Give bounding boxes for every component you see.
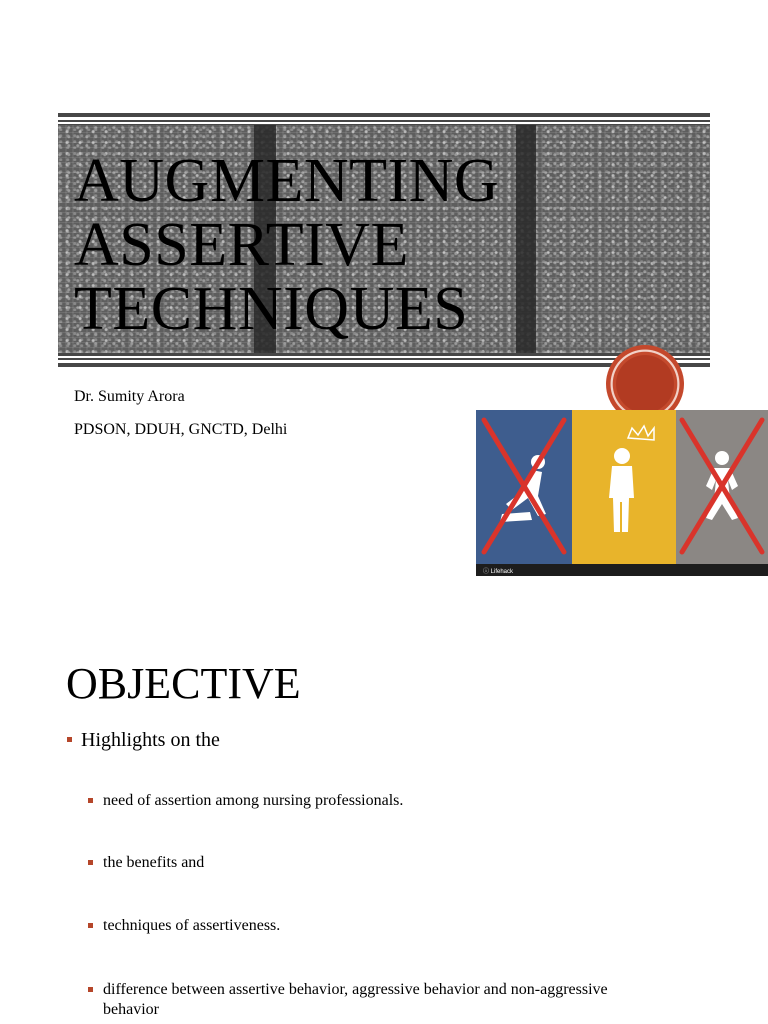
title-line-3: TECHNIQUES bbox=[74, 275, 469, 343]
list-item bbox=[103, 853, 663, 873]
title-line-1: AUGMENTING bbox=[74, 147, 500, 215]
speaker-affiliation: PDSON, DDUH, GNCTD, Delhi bbox=[74, 421, 288, 438]
assertiveness-illustration bbox=[476, 410, 768, 576]
list-item bbox=[103, 916, 663, 936]
title-line-2: ASSERTIVE bbox=[74, 211, 409, 279]
banner-rule bbox=[58, 117, 710, 120]
bullet-marker bbox=[88, 860, 93, 865]
list-item-text: the benefits and bbox=[103, 854, 205, 871]
objective-intro bbox=[81, 728, 220, 752]
bullet-marker bbox=[88, 987, 93, 992]
list-item bbox=[103, 791, 663, 811]
objective-intro-text: Highlights on the bbox=[81, 729, 220, 751]
title-banner bbox=[58, 113, 710, 367]
objective-heading: OBJECTIVE bbox=[66, 659, 301, 708]
speaker-name: Dr. Sumity Arora bbox=[74, 388, 185, 405]
slide-title bbox=[74, 149, 499, 341]
banner-dark-stripe bbox=[516, 125, 536, 353]
bullet-marker bbox=[88, 798, 93, 803]
bullet-marker bbox=[67, 737, 72, 742]
list-item-text: need of assertion among nursing professionals. bbox=[103, 792, 404, 809]
list-item bbox=[103, 980, 663, 1020]
credit-bar bbox=[476, 564, 768, 576]
list-item-text: difference between assertive behavior, aggressive behavior and non-aggressive behavior bbox=[103, 981, 608, 1018]
banner-rule bbox=[58, 122, 710, 124]
list-item-text: techniques of assertiveness. bbox=[103, 917, 281, 934]
credit-text: ⓘ Lifehack bbox=[483, 569, 514, 575]
banner-rule bbox=[58, 356, 710, 358]
bullet-marker bbox=[88, 923, 93, 928]
